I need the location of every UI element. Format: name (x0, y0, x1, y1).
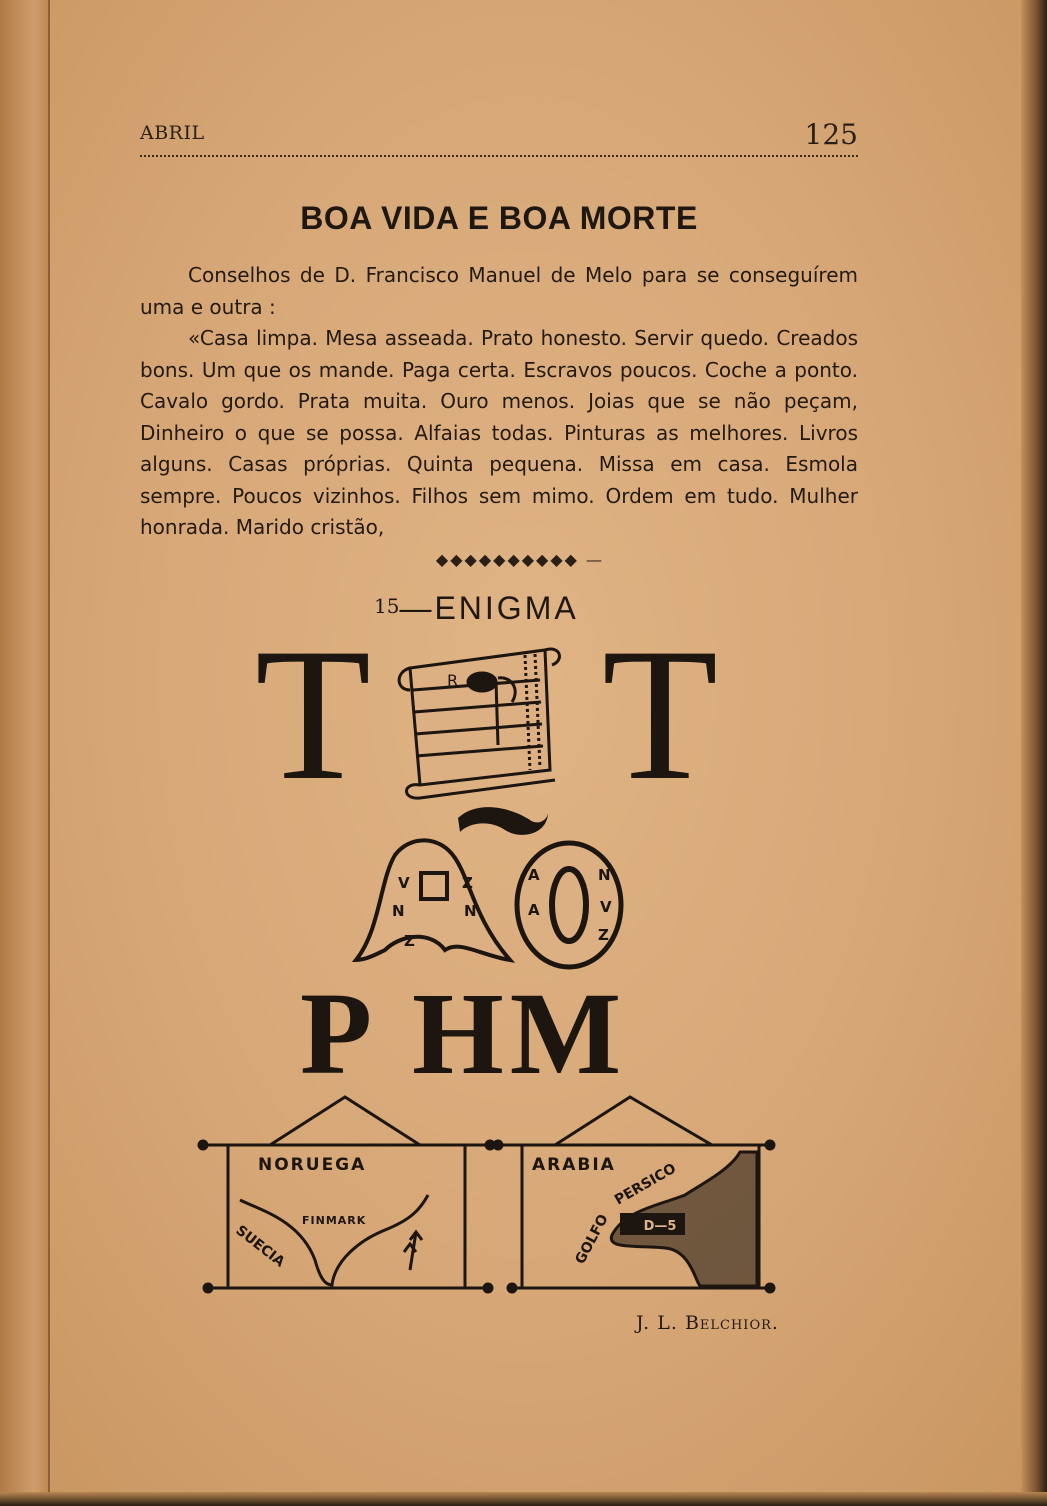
enigma-letter-t-right: T (602, 610, 719, 820)
glyph-letter-9: V (600, 898, 612, 916)
map-frame-norway-icon (199, 1097, 494, 1292)
enigma-letter-p: P (300, 968, 379, 1099)
running-head-month: ABRIL (140, 122, 205, 144)
enigma-hand-shape-icon (356, 840, 510, 960)
tilde-icon (458, 807, 548, 835)
enigma-letter-t-left: T (255, 610, 372, 820)
glyph-letter-7: A (528, 901, 540, 919)
scroll-note-letter: R (447, 671, 459, 690)
author-signature (636, 1312, 836, 1334)
enigma-letters-hm: HM (412, 968, 628, 1099)
glyph-letter-4: N (464, 902, 477, 920)
author-surname: Belchior. (684, 1312, 779, 1334)
article-title: BOA VIDA E BOA MORTE (300, 200, 698, 236)
enigma-number: 15 (374, 594, 400, 618)
glyph-letter-6: A (528, 866, 540, 884)
glyph-letter-3: Z (404, 932, 415, 950)
glyph-letter-2: N (392, 902, 405, 920)
ornamental-separator: ◆◆◆◆◆◆◆◆◆◆ — (435, 550, 605, 569)
map-right-inset-label: D—5 (643, 1219, 677, 1234)
map-right-label-golfo: GOLFO (572, 1211, 612, 1267)
map-left-label-finmark: FINMARK (302, 1214, 367, 1227)
glyph-letter-1: V (398, 874, 410, 892)
article-main-paragraph: «Casa limpa. Mesa asseada. Prato honesto. Servir quedo. Creados bons. Um que os mande. Paga certa. Escravos poucos. Coche a ponto. Cavalo gordo. Prata muita. Ouro menos. Joias que se não peçam, Dinheiro o que se possa. Alfaias todas. Pinturas as melhores. Livros alguns. Casas próprias. Quinta pequena. Missa em casa. Esmola sempre. Poucos vizinhos. Filhos sem mimo. Ordem em tudo. Mulher honrada. Marido cristão, (140, 326, 858, 539)
author-initials: J. L. (636, 1312, 678, 1334)
enigma-label: —ENIGMA (399, 590, 579, 626)
glyph-letter-8: N (598, 866, 611, 884)
map-left-label-suecia: SUECIA (232, 1222, 288, 1271)
glyph-letter-5: Z (462, 874, 473, 892)
map-right-label-persico: PERSICO (612, 1160, 679, 1209)
music-scroll-icon (399, 649, 559, 798)
map-left-title: NORUEGA (258, 1155, 367, 1175)
map-right-title: ARABIA (532, 1155, 616, 1175)
article-intro-paragraph: Conselhos de D. Francisco Manuel de Melo para se conseguírem uma e outra : (140, 263, 858, 319)
page-number: 125 (804, 118, 858, 151)
glyph-letter-10: Z (598, 926, 609, 944)
